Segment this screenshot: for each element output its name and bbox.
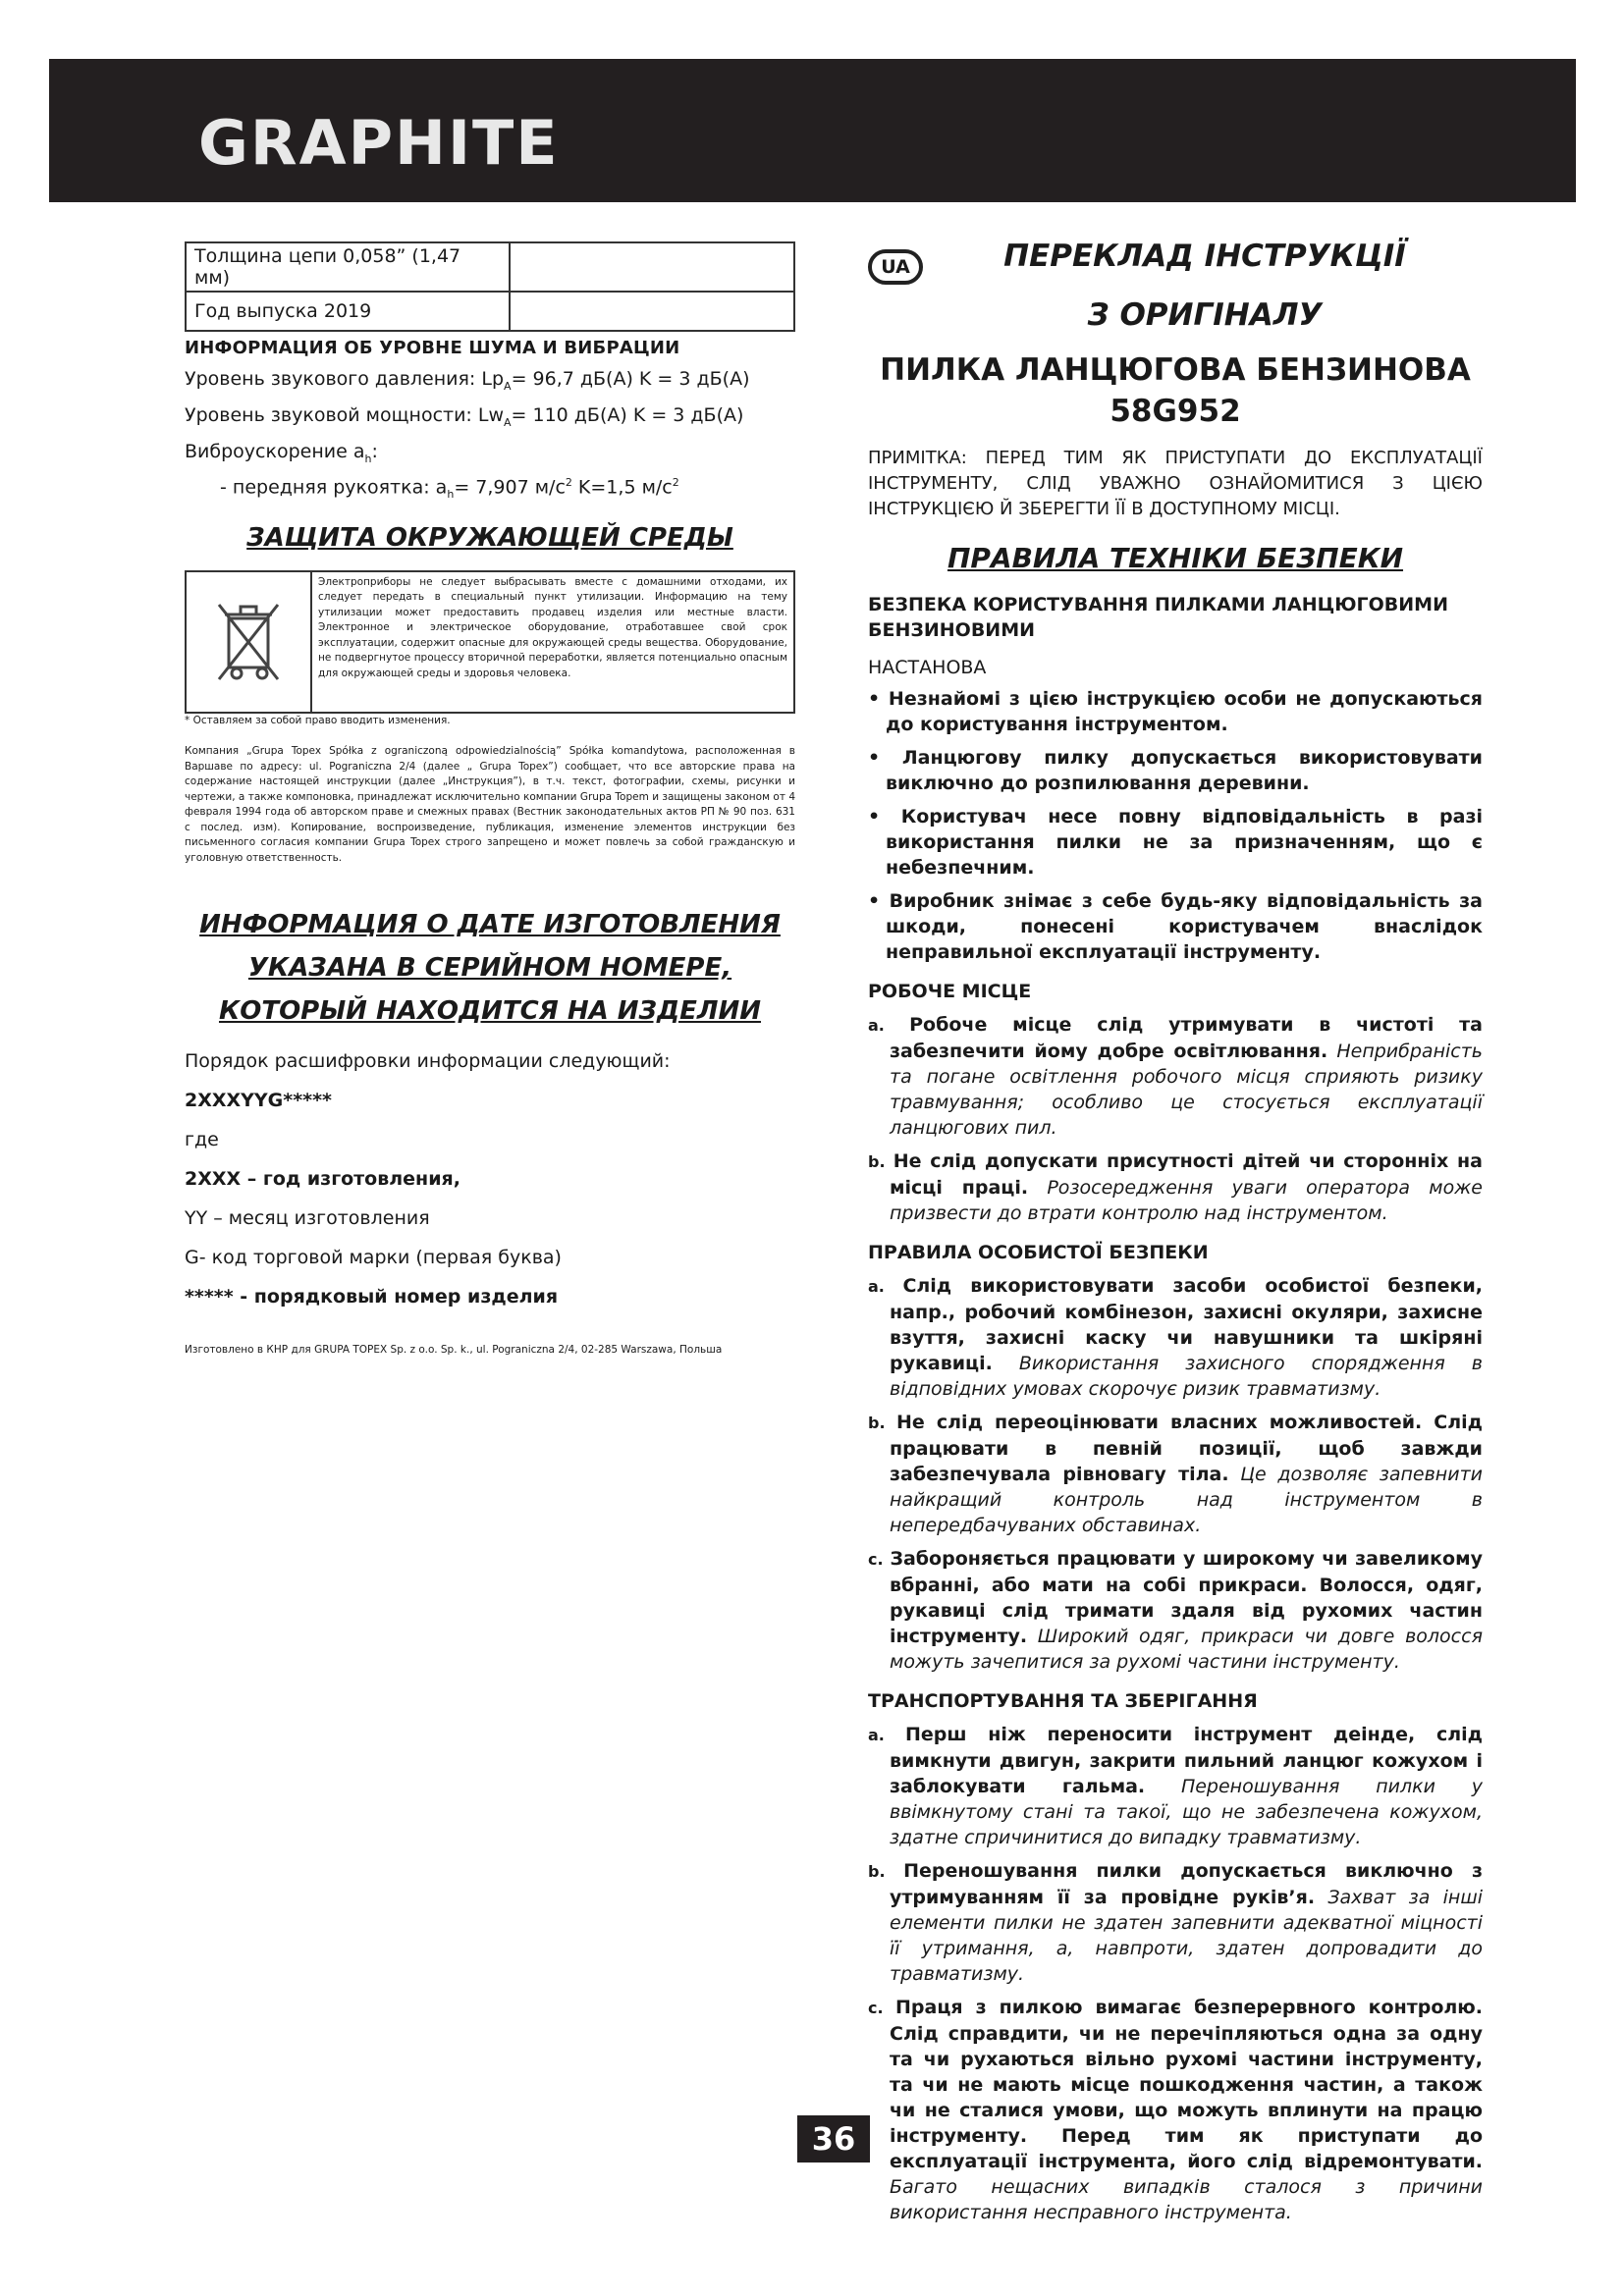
workplace-heading: РОБОЧЕ МІСЦЕ xyxy=(868,981,1032,1002)
list-item: b. Не слід переоцінювати власних можливостей. Слід працювати в певній позиції, щоб завжди забезпечувала рівновагу тіла. Це дозволяє запевнити найкращий контроль над інструментом в непередбачуваних обставинах. xyxy=(868,1412,1483,1536)
weee-footnote: * Оставляем за собой право вводить изменения. xyxy=(185,714,451,726)
serial-decode xyxy=(185,1050,795,1308)
environment-heading: ЗАЩИТА ОКРУЖАЮЩЕЙ СРЕДЫ xyxy=(246,522,733,553)
spec-value xyxy=(510,292,794,331)
transport-heading: ТРАНСПОРТУВАННЯ ТА ЗБЕРІГАННЯ xyxy=(868,1690,1258,1712)
list-item: b. Переношування пилки допускається виключно з утримуванням її за провідне руків’я. Захват за інші елементи пилки не здатен запевнити адекватної міцності її утримання, а, навпроти, здатен допровадити до травматизму. xyxy=(868,1860,1483,1985)
safety-rules-heading: ПРАВИЛА ТЕХНІКИ БЕЗПЕКИ xyxy=(947,542,1404,574)
decode-month: YY – месяц изготовления xyxy=(185,1207,430,1230)
decode-code: 2XXXYYG***** xyxy=(185,1090,332,1112)
list-item: a. Слід використовувати засоби особистої безпеки, напр., робочий комбінезон, захисні окуляри, захисне взуття, захисні каску чи навушники та шкіряні рукавиці. Використання захисного спорядження в відповідних умовах скорочує ризик травматизму. xyxy=(868,1275,1483,1400)
sound-power-line: Уровень звуковой мощности: $Lw_A= 110$ дБ(A) K = 3 дБ(A) xyxy=(185,403,744,429)
list-item: c. Забороняється працювати у широкому чи завеликому вбранні, або мати на собі прикраси. Волосся, одяг, рукавиці слід тримати здаля від рухомих частин інструменту. Широкий одяг, прикраси чи довге волосся можуть зачепитися за рухомі частини інструменту. xyxy=(868,1548,1483,1673)
list-item: • Виробник знімає з себе будь-яку відповідальність за шкоди, понесені користувачем внаслідок неправильної експлуатації інструменту. xyxy=(868,888,1483,965)
list-item: • Незнайомі з цією інструкцією особи не допускаються до користування інструментом. xyxy=(868,686,1483,737)
spec-label: Толщина цепи 0,058” (1,47 мм) xyxy=(186,242,510,292)
manufacture-date-heading: ИНФОРМАЦИЯ О ДАТЕ ИЗГОТОВЛЕНИЯ УКАЗАНА В СЕРИЙНОМ НОМЕРЕ, КОТОРЫЙ НАХОДИТСЯ НА ИЗДЕЛИИ xyxy=(199,910,781,1027)
product-name: ПИЛКА ЛАНЦЮГОВА БЕНЗИНОВА xyxy=(880,352,1471,388)
instruction-note: ПРИМІТКА: ПЕРЕД ТИМ ЯК ПРИСТУПАТИ ДО ЕКСПЛУАТАЦІЇ ІНСТРУМЕНТУ, СЛІД УВАЖНО ОЗНАЙОМИТИСЯ З ЦІЄЮ ІНСТРУКЦІЄЮ Й ЗБЕРЕГТИ ЇЇ В ДОСТУПНОМУ МІСЦІ. xyxy=(868,448,1483,519)
setup-list xyxy=(868,686,1483,965)
crossed-bin-icon xyxy=(187,572,312,712)
translation-title-1: ПЕРЕКЛАД ІНСТРУКЦІЇ xyxy=(1003,239,1406,274)
noise-heading: ИНФОРМАЦИЯ ОБ УРОВНЕ ШУМА И ВИБРАЦИИ xyxy=(185,338,680,358)
spec-value xyxy=(510,242,794,292)
right-column xyxy=(868,236,1483,2233)
setup-heading: НАСТАНОВА xyxy=(868,657,987,678)
made-in-note: Изготовлено в КНР для GRUPA TOPEX Sp. z o.o. Sp. k., ul. Pograniczna 2/4, 02-285 Warszawa, Польша xyxy=(185,1344,723,1357)
list-item: a. Робоче місце слід утримувати в чистоті та забезпечити йому добре освітлювання. Неприбраність та погане освітлення робочого місця сприяють ризику травмування; особливо це стосується експлуатації ланцюгових пил. xyxy=(868,1014,1483,1139)
product-code: 58G952 xyxy=(1110,394,1241,429)
copyright-notice: Компания „Grupa Topex Spółka z ograniczoną odpowiedzialnością” Spółka komandytowa, расположенная в Варшаве по адресу: ul. Pograniczna 2/4 (далее „ Grupa Topex”) сообщает, что все авторские права на содержание настоящей инструкции (далее „Инструкция”), в т.ч. текст, фотографии, схемы, рисунки и чертежи, а также компоновка, принадлежат исключительно компании Grupa Topem и защищены законом от 4 февраля 1994 года об авторском праве и смежных правах (Вестник законодательных актов РП № 90 поз. 631 с послед. изм). Копирование, воспроизведение, публикация, изменение элементов инструкции без письменного согласия компании Grupa Topex строго запрещено и может повлечь за собой гражданскую и уголовную ответственность. xyxy=(185,745,795,864)
list-item: • Ланцюгову пилку допускається використовувати виключно до розпилювання деревини. xyxy=(868,745,1483,796)
page-number: 36 xyxy=(797,2115,870,2163)
ua-badge: UA xyxy=(868,249,923,285)
spec-label: Год выпуска 2019 xyxy=(186,292,510,331)
ua-title-row xyxy=(868,236,1483,294)
left-column xyxy=(185,241,795,1359)
list-item: • Користувач несе повну відповідальність в разі використання пилки не за призначенням, що є небезпечним. xyxy=(868,804,1483,881)
table-row xyxy=(186,292,794,331)
header-bar xyxy=(49,59,1576,202)
decode-year: 2XXX – год изготовления, xyxy=(185,1168,460,1191)
personal-safety-heading: ПРАВИЛА ОСОБИСТОЇ БЕЗПЕКИ xyxy=(868,1242,1209,1263)
brand-logo: GRAPHITE xyxy=(198,107,560,179)
decode-where: где xyxy=(185,1129,219,1151)
vibration-line: Виброускорение $a_h$: xyxy=(185,440,378,465)
list-item: a. Перш ніж переносити інструмент деінде, слід вимкнути двигун, закрити пильний ланцюг кожухом і заблокувати гальма. Переношування пилки у ввімкнутому стані та такої, що не забезпечена кожухом, здатне спричинитися до випадку травматизму. xyxy=(868,1724,1483,1848)
translation-title-2: З ОРИГІНАЛУ xyxy=(1087,297,1323,333)
decode-brand: G- код торговой марки (первая буква) xyxy=(185,1247,562,1269)
list-item: c. Праця з пилкою вимагає безперервного контролю. Слід справдити, чи не перечіпляються одна за одну та чи рухаються вільно рухомі частини інструменту, та чи не мають місце пошкодження частин, а також чи не сталися умови, що можуть вплинути на працю інструменту. Перед тим як приступати до експлуатації інструмента, його слід відремонтувати. Багато нещасних випадків сталося з причини використання несправного інструмента. xyxy=(868,1997,1483,2223)
chainsaw-safety-heading: БЕЗПЕКА КОРИСТУВАННЯ ПИЛКАМИ ЛАНЦЮГОВИМИ БЕНЗИНОВИМИ xyxy=(868,594,1448,641)
decode-serial: ***** - порядковый номер изделия xyxy=(185,1286,559,1308)
list-item: b. Не слід допускати присутності дітей чи сторонніх на місці праці. Розосередження уваги оператора може призвести до втрати контролю над інструментом. xyxy=(868,1150,1483,1224)
sound-pressure-line: Уровень звукового давления: $Lp_A= 96,7$ дБ(A) K = 3 дБ(A) xyxy=(185,368,750,393)
decode-intro: Порядок расшифровки информации следующий: xyxy=(185,1050,671,1073)
weee-box xyxy=(185,570,795,714)
table-row xyxy=(186,242,794,292)
weee-text: Электроприборы не следует выбрасывать вместе с домашними отходами, их следует передать в специальный пункт утилизации. Информацию на тему утилизации может предоставить продавец изделия или местные власти. Электронное и электрическое оборудование, отработавшее свой срок эксплуатации, содержит опасные для окружающей среды вещества. Оборудование, не подвергнутое процессу вторичной переработки, является потенциально опасным для окружающей среды и здоровья человека. xyxy=(318,575,787,679)
front-handle-line: - передняя рукоятка: $a_h= 7,907$ $м/с^2$ K=1,5 $м/с^2$ xyxy=(220,476,679,502)
spec-table xyxy=(185,241,795,332)
